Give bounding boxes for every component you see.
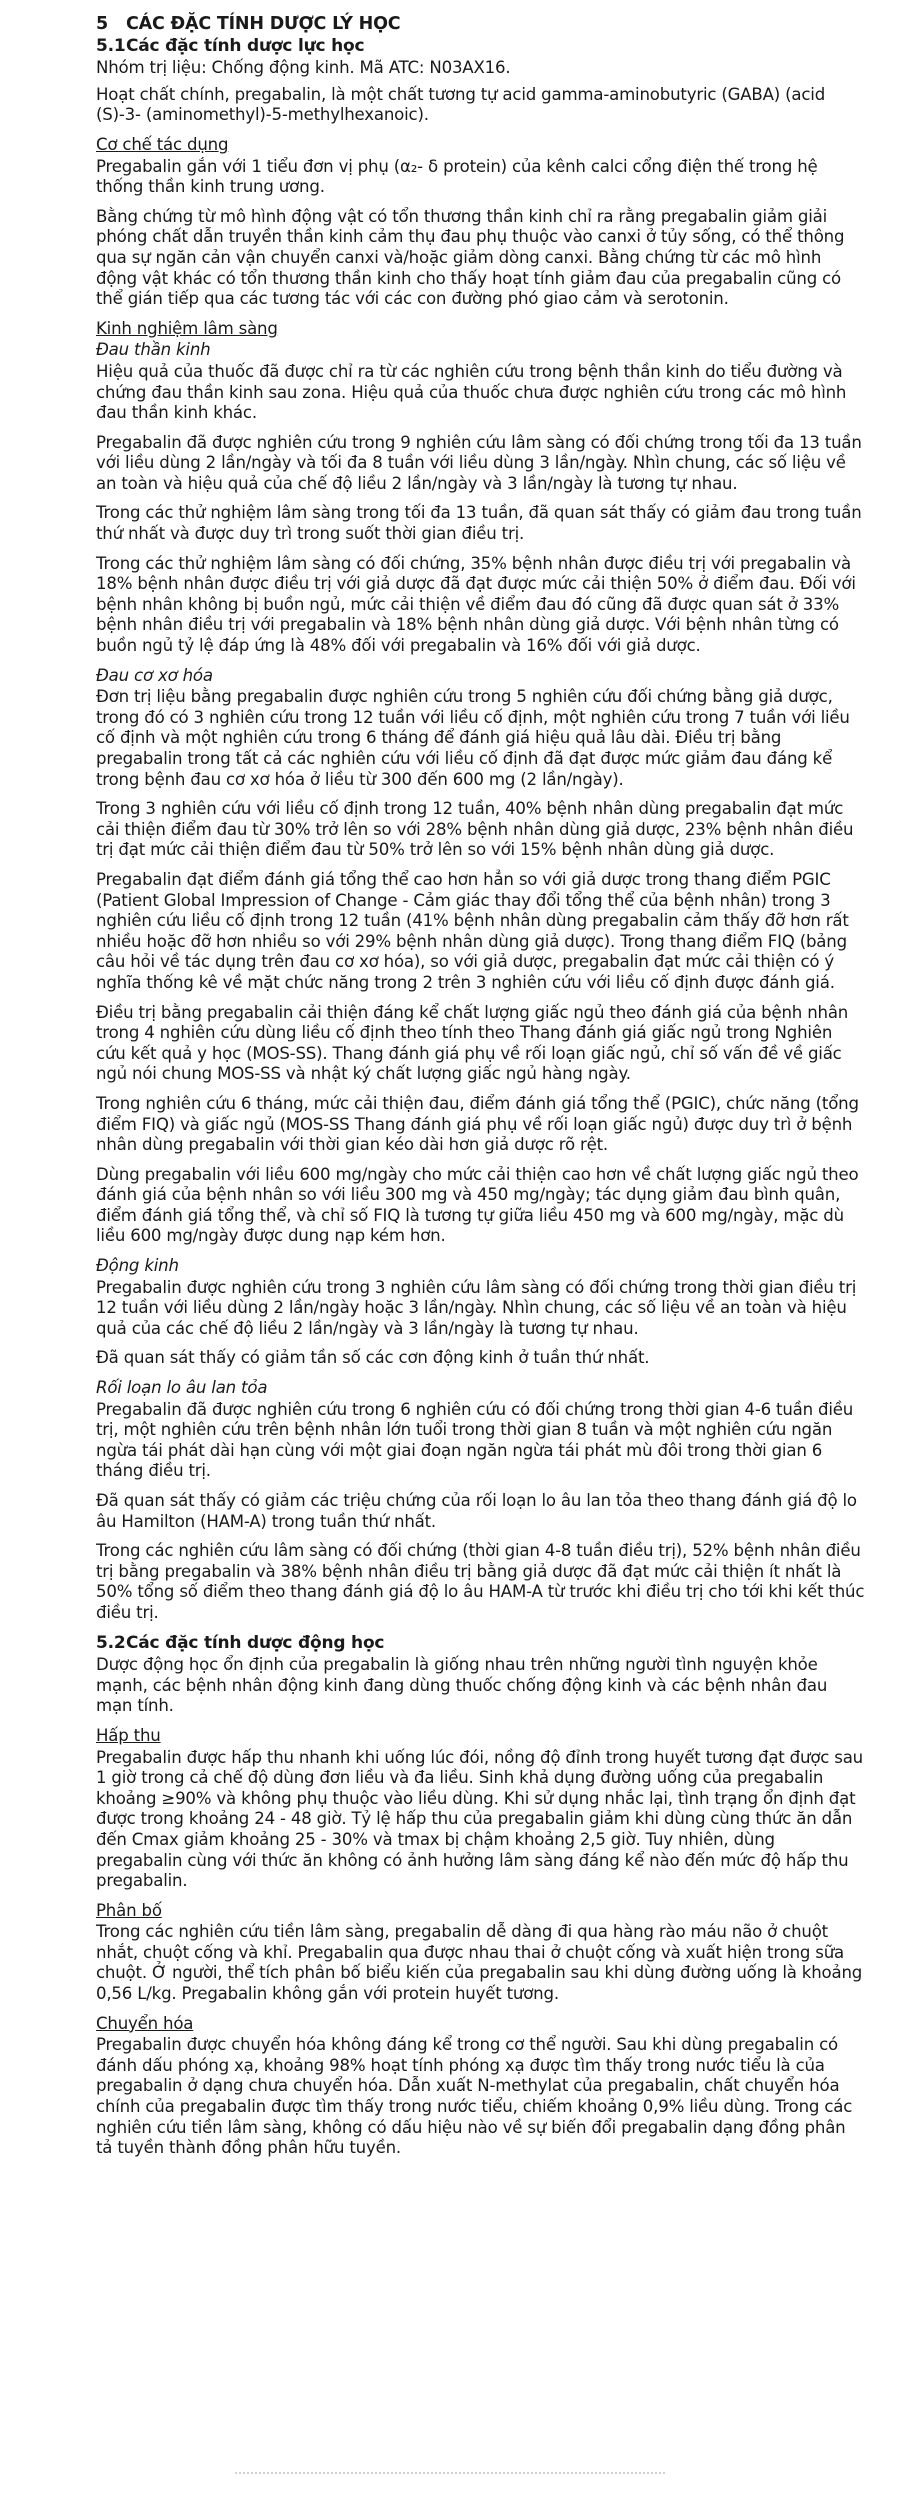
anxiety-heading: Rối loạn lo âu lan tỏa — [96, 1378, 268, 1398]
epilepsy-heading: Động kinh — [96, 1256, 179, 1276]
fibromyalgia-paragraph-3: Pregabalin đạt điểm đánh giá tổng thể cao hơn hẳn so với giả dược trong thang điểm PGIC (Patient Global Impression of Change - Cảm giác thay đổi tổng thể của bệnh nhân) trong 3 nghiên cứu liều cố định trong 12 tuần (41% bệnh nhân dùng pregabalin cảm thấy đỡ hơn rất nhiều hoặc đỡ hơn nhiều so với 29% bệnh nhân dùng giả dược). Trong thang điểm FIQ (bảng câu hỏi về tác dụng trên đau cơ xơ hóa), so với giả dược, pregabalin đạt mức cải thiện có ý nghĩa thống kê về mặt chức năng trong 2 trên 3 nghiên cứu với liều cố định được đánh giá. — [96, 869, 849, 992]
section-5-2-heading — [96, 1633, 866, 1654]
distribution-heading: Phân bố — [96, 1900, 162, 1920]
document-body — [96, 14, 866, 2168]
mechanism-heading: Cơ chế tác dụng — [96, 134, 229, 154]
section-5-heading — [96, 14, 866, 35]
distribution-paragraph: Trong các nghiên cứu tiền lâm sàng, pregabalin dễ dàng đi qua hàng rào máu não ở chuột nhắt, chuột cống và khỉ. Pregabalin qua được nhau thai ở chuột cống và xuất hiện trong sữa chuột. Ở người, thể tích phân bố biểu kiến của pregabalin sau khi dùng đường uống là khoảng 0,56 L/kg. Pregabalin không gắn với protein huyết tương. — [96, 1922, 863, 2004]
fibromyalgia-paragraph-6: Dùng pregabalin với liều 600 mg/ngày cho mức cải thiện cao hơn về chất lượng giấc ngủ theo đánh giá của bệnh nhân so với liều 300 mg và 450 mg/ngày; tác dụng giảm đau bình quân, điểm đánh giá tổng thể, và chỉ số FIQ là tương tự giữa liều 450 mg và 600 mg/ngày, mặc dù liều 600 mg/ngày được dung nạp kém hơn. — [96, 1164, 859, 1246]
metabolism-heading: Chuyển hóa — [96, 2013, 194, 2033]
scan-artifact-line — [235, 2472, 665, 2484]
fibromyalgia-heading: Đau cơ xơ hóa — [96, 665, 213, 685]
section-5-1-title: Các đặc tính dược lực học — [126, 35, 365, 56]
fibromyalgia-paragraph-5: Trong nghiên cứu 6 tháng, mức cải thiện đau, điểm đánh giá tổng thể (PGIC), chức năng (tổng điểm FIQ) và giấc ngủ (MOS-SS Thang đánh giá phụ về rối loạn giấc ngủ) được duy trì ở bệnh nhân dùng pregabalin với thời gian kéo dài hơn giả dược rõ rệt. — [96, 1093, 859, 1155]
clinical-experience-heading: Kinh nghiệm lâm sàng — [96, 318, 278, 338]
neuropathic-pain-heading: Đau thần kinh — [96, 340, 211, 360]
absorption-heading: Hấp thu — [96, 1725, 161, 1745]
mechanism-paragraph-1: Pregabalin gắn với 1 tiểu đơn vị phụ (α₂- δ protein) của kênh calci cổng điện thế trong hệ thống thần kinh trung ương. — [96, 156, 818, 197]
anxiety-paragraph-3: Trong các nghiên cứu lâm sàng có đối chứng (thời gian 4-8 tuần điều trị), 52% bệnh nhân điều trị bằng pregabalin và 38% bệnh nhân điều trị bằng giả dược đã đạt mức cải thiện ít nhất là 50% tổng số điểm theo thang đánh giá độ lo âu HAM-A từ trước khi điều trị cho tới khi kết thúc điều trị. — [96, 1541, 865, 1622]
metabolism-paragraph: Pregabalin được chuyển hóa không đáng kể trong cơ thể người. Sau khi dùng pregabalin có đánh dấu phóng xạ, khoảng 98% hoạt tính phóng xạ được tìm thấy trong nước tiểu là của pregabalin ở dạng chưa chuyển hóa. Dẫn xuất N-methylat của pregabalin, chất chuyển hóa chính của pregabalin được tìm thấy trong nước tiểu, chiếm khoảng 0,9% liều dùng. Trong các nghiên cứu tiền lâm sàng, không có dấu hiệu nào về sự biến đổi pregabalin dạng đồng phân tả tuyền thành đồng phân hữu tuyền. — [96, 2035, 853, 2158]
section-5-title: CÁC ĐẶC TÍNH DƯỢC LÝ HỌC — [126, 14, 401, 34]
pharmacokinetics-intro: Dược động học ổn định của pregabalin là giống nhau trên những người tình nguyện khỏe mạnh, các bệnh nhân động kinh đang dùng thuốc chống động kinh và các bệnh nhân đau mạn tính. — [96, 1655, 828, 1716]
neuropathic-paragraph-1: Hiệu quả của thuốc đã được chỉ ra từ các nghiên cứu trong bệnh thần kinh do tiểu đường và chứng đau thần kinh sau zona. Hiệu quả của thuốc chưa được nghiên cứu trong các mô hình đau thần kinh khác. — [96, 361, 847, 423]
mechanism-paragraph-2: Bằng chứng từ mô hình động vật có tổn thương thần kinh chỉ ra rằng pregabalin giảm giải phóng chất dẫn truyền thần kinh cảm thụ đau phụ thuộc vào canxi ở tủy sống, có thể thông qua sự ngăn cản vận chuyển canxi và/hoặc giảm dòng canxi. Bằng chứng từ các mô hình động vật khác có tổn thương thần kinh cho thấy hoạt tính giảm đau của pregabalin cũng có thể gián tiếp qua các tương tác với các con đường phó giao cảm và serotonin. — [96, 206, 845, 309]
fibromyalgia-paragraph-2: Trong 3 nghiên cứu với liều cố định trong 12 tuần, 40% bệnh nhân dùng pregabalin đạt mức cải thiện điểm đau từ 30% trở lên so với 28% bệnh nhân dùng giả dược, 23% bệnh nhân điều trị đạt mức cải thiện điểm đau từ 50% trở lên so với 15% bệnh nhân dùng giả dược. — [96, 799, 854, 860]
therapeutic-group: Nhóm trị liệu: Chống động kinh. Mã ATC: N03AX16. — [96, 58, 511, 78]
epilepsy-paragraph-1: Pregabalin được nghiên cứu trong 3 nghiên cứu lâm sàng có đối chứng trong thời gian điều trị 12 tuần với liều dùng 2 lần/ngày hoặc 3 lần/ngày. Nhìn chung, các số liệu về an toàn và hiệu quả của các chế độ liều 2 lần/ngày và 3 lần/ngày là tương tự nhau. — [96, 1277, 857, 1338]
section-5-1-heading — [96, 36, 866, 57]
active-ingredient-intro: Hoạt chất chính, pregabalin, là một chất tương tự acid gamma-aminobutyric (GABA) (acid (S)-3- (aminomethyl)-5-methylhexanoic). — [96, 84, 826, 125]
anxiety-paragraph-1: Pregabalin đã được nghiên cứu trong 6 nghiên cứu có đối chứng trong thời gian 4-6 tuần điều trị, một nghiên cứu trên bệnh nhân lớn tuổi trong thời gian 8 tuần và một nghiên cứu ngăn ngừa tái phát dài hạn cùng với một giai đoạn ngăn ngừa tái phát mù đôi trong thời gian 6 tháng điều trị. — [96, 1399, 854, 1481]
section-5-2-number: 5.2 — [96, 1632, 126, 1653]
neuropathic-paragraph-4: Trong các thử nghiệm lâm sàng có đối chứng, 35% bệnh nhân được điều trị với pregabalin và 18% bệnh nhân được điều trị với giả dược đã đạt được mức cải thiện 50% ở điểm đau. Đối với bệnh nhân không bị buồn ngủ, mức cải thiện về điểm đau đó cũng đã được quan sát ở 33% bệnh nhân điều trị với pregabalin và 18% bệnh nhân dùng giả dược. Với bệnh nhân từng có buồn ngủ tỷ lệ đáp ứng là 48% đối với pregabalin và 16% đối với giả dược. — [96, 553, 856, 656]
fibromyalgia-paragraph-1: Đơn trị liệu bằng pregabalin được nghiên cứu trong 5 nghiên cứu đối chứng bằng giả dược, trong đó có 3 nghiên cứu trong 12 tuần với liều cố định, một nghiên cứu trong 7 tuần với liều cố định và một nghiên cứu trong 6 tháng để đánh giá hiệu quả lâu dài. Điều trị bằng pregabalin trong tất cả các nghiên cứu với liều cố định đã đạt được mức giảm đau đáng kể trong bệnh đau cơ xơ hóa ở liều từ 300 đến 600 mg (2 lần/ngày). — [96, 687, 850, 789]
neuropathic-paragraph-3: Trong các thử nghiệm lâm sàng trong tối đa 13 tuần, đã quan sát thấy có giảm đau trong tuần thứ nhất và được duy trì trong suốt thời gian điều trị. — [96, 503, 862, 544]
fibromyalgia-paragraph-4: Điều trị bằng pregabalin cải thiện đáng kể chất lượng giấc ngủ theo đánh giá của bệnh nhân trong 4 nghiên cứu dùng liều cố định theo tính theo Thang đánh giá giấc ngủ trong Nghiên cứu kết quả y học (MOS-SS). Thang đánh giá phụ về rối loạn giấc ngủ, chỉ số vấn đề về giấc ngủ nói chung MOS-SS và nhật ký chất lượng giấc ngủ hàng ngày. — [96, 1002, 849, 1084]
epilepsy-paragraph-2: Đã quan sát thấy có giảm tần số các cơn động kinh ở tuần thứ nhất. — [96, 1348, 650, 1368]
section-5-number: 5 — [96, 14, 108, 34]
section-5-2-title: Các đặc tính dược động học — [126, 1632, 385, 1653]
neuropathic-paragraph-2: Pregabalin đã được nghiên cứu trong 9 nghiên cứu lâm sàng có đối chứng trong tối đa 13 tuần với liều dùng 2 lần/ngày và tối đa 8 tuần với liều dùng 3 lần/ngày. Nhìn chung, các số liệu về an toàn và hiệu quả của chế độ liều 2 lần/ngày và 3 lần/ngày là tương tự nhau. — [96, 432, 862, 493]
absorption-paragraph: Pregabalin được hấp thu nhanh khi uống lúc đói, nồng độ đỉnh trong huyết tương đạt được sau 1 giờ trong cả chế độ dùng đơn liều và đa liều. Sinh khả dụng đường uống của pregabalin khoảng ≥90% và không phụ thuộc vào liều dùng. Khi sử dụng nhắc lại, tình trạng ổn định đạt được trong khoảng 24 - 48 giờ. Tỷ lệ hấp thu của pregabalin giảm khi dùng cùng thức ăn dẫn đến Cmax giảm khoảng 25 - 30% và tmax bị chậm khoảng 2,5 giờ. Tuy nhiên, dùng pregabalin cùng với thức ăn không có ảnh hưởng lâm sàng đáng kể nào đến mức độ hấp thu pregabalin. — [96, 1747, 863, 1891]
anxiety-paragraph-2: Đã quan sát thấy có giảm các triệu chứng của rối loạn lo âu lan tỏa theo thang đánh giá độ lo âu Hamilton (HAM-A) trong tuần thứ nhất. — [96, 1491, 857, 1531]
section-5-1-number: 5.1 — [96, 35, 126, 56]
